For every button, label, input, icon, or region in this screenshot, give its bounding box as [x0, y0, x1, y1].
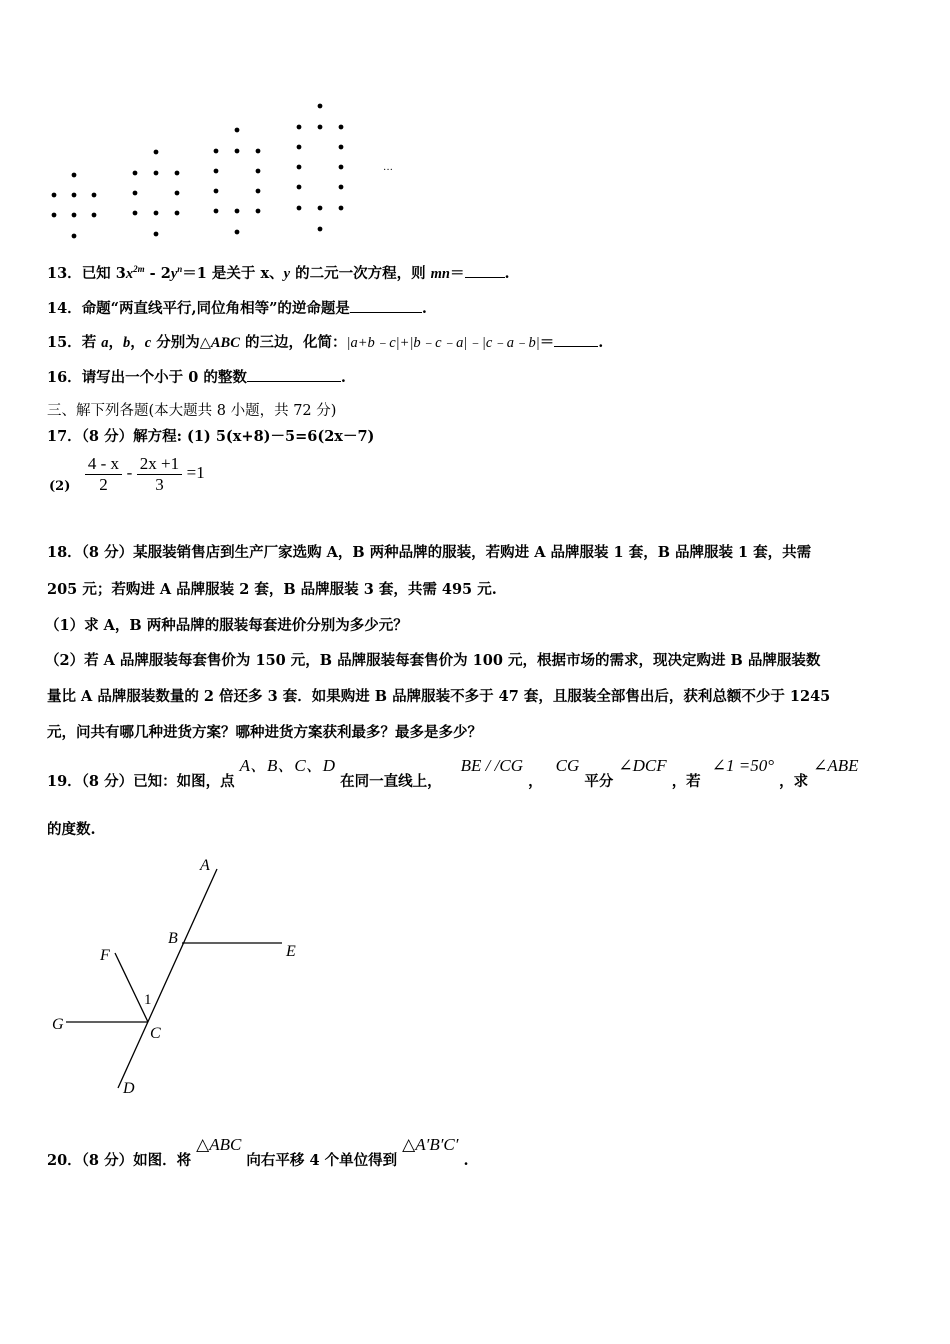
q17-minus: - — [126, 463, 133, 482]
label-e: E — [286, 943, 296, 960]
q13-var-y: y — [170, 266, 178, 282]
q20-triangle-a-prime: △A′B′C′ — [402, 1135, 459, 1154]
q14-number: 14． — [47, 300, 82, 317]
q18-line-2: 205 元；若购进 A 品牌服装 2 套，B 品牌服装 3 套，共需 495 元. — [47, 581, 497, 598]
q15-comma-2: ， — [130, 334, 145, 351]
q20-end: . — [463, 1152, 469, 1169]
q19-figure — [0, 0, 320, 1100]
q18-line-5: 量比 A 品牌服装数量的 2 倍还多 3 套．如果购进 B 品牌服装不多于 47 套，且服装全部售出后，获利总额不少于 1245 — [47, 688, 831, 705]
q13-var-x: x — [125, 266, 134, 282]
q18-line-4: （2）若 A 品牌服装每套售价为 150 元，B 品牌服装每套售价为 100 元，根据市场的需求，现决定购进 B 品牌服装数 — [45, 652, 821, 669]
q19-text-e: ，若 — [671, 773, 701, 790]
q15-equals: ＝ — [539, 334, 555, 351]
q19-text-d: 平分 — [584, 773, 614, 790]
q16-end: . — [340, 369, 346, 386]
q15-expression: |a+b﹣c|+|b﹣c﹣a|﹣|c﹣a﹣b| — [346, 335, 540, 351]
q13-text-b: - 2 — [144, 265, 171, 282]
q14-text: 命题“两直线平行,同位角相等”的逆命题是 — [81, 300, 350, 317]
label-a: A — [200, 857, 210, 874]
q15-triangle-abc: ABC — [210, 335, 240, 351]
q13-exp-2m: 2m — [133, 264, 145, 275]
label-b: B — [168, 930, 178, 947]
q19-text-c: ， — [528, 773, 543, 790]
section-3-title: 三、解下列各题(本大题共 8 小题，共 72 分) — [47, 403, 337, 419]
q17-frac1-denominator: 2 — [85, 474, 122, 495]
q13-end: . — [504, 265, 510, 282]
q19-points-abcd: A、B、C、D — [239, 756, 336, 775]
q18-line-6: 元，问共有哪几种进货方案？哪种进货方案获利最多？最多是多少？ — [47, 724, 482, 741]
label-f: F — [100, 947, 110, 964]
q16-number: 16． — [47, 369, 82, 386]
label-d: D — [123, 1080, 135, 1097]
q15-text-a: 若 — [81, 334, 102, 351]
q15-text-c: 的三边，化简： — [239, 334, 347, 351]
q18-line-3: （1）求 A，B 两种品牌的服装每套进价分别为多少元？ — [45, 617, 408, 634]
q15-var-b: b — [123, 335, 131, 351]
q19-text-f: ，求 — [779, 773, 809, 790]
q15-end: . — [598, 334, 604, 351]
q13-text-d: 的二元一次方程，则 — [290, 265, 431, 282]
label-angle-1: 1 — [144, 992, 152, 1008]
q13-text-c: ＝1 是关于 x、 — [182, 265, 284, 282]
q14-end: . — [421, 300, 427, 317]
label-c: C — [150, 1025, 161, 1042]
q13-text-a: 已知 3 — [81, 265, 126, 282]
q13-number: 13． — [47, 265, 82, 282]
line-ad — [118, 869, 217, 1088]
q13-var-mn: mn — [430, 266, 450, 282]
q19-cg: CG — [555, 756, 580, 775]
q18-line-1: 18．（8 分）某服装销售店到生产厂家选购 A，B 两种品牌的服装，若购进 A 品牌服装 1 套，B 品牌服装 1 套，共需 — [47, 544, 812, 561]
question-17: 17．（8 分）解方程: (1) 5(x+8)－5=6(2x－7) — [47, 428, 375, 445]
q15-comma-1: ， — [108, 334, 123, 351]
q13-exp-n: n — [177, 264, 183, 275]
q20-text-a: 20．（8 分）如图．将 — [47, 1152, 192, 1169]
q15-var-c: c — [144, 335, 152, 351]
q19-angle-1: ∠1 =50° — [711, 756, 775, 775]
q17-frac2-denominator: 3 — [137, 474, 182, 495]
q14-answer-blank[interactable] — [350, 300, 422, 313]
q19-text-b: 在同一直线上， — [340, 773, 442, 790]
dot-pattern-ellipsis: ··· — [383, 165, 393, 176]
q13-answer-blank[interactable] — [465, 265, 505, 278]
q19-be-parallel-cg: BE / /CG — [460, 756, 523, 775]
q20-triangle-abc: △ABC — [196, 1135, 242, 1154]
q13-equals: ＝ — [450, 265, 465, 282]
question-20 — [47, 1135, 469, 1169]
q19-text-a: 19．（8 分）已知：如图，点 — [47, 773, 235, 790]
q15-var-a: a — [101, 335, 109, 351]
q19-angle-dcf: ∠DCF — [618, 756, 667, 775]
ray-cf — [115, 953, 148, 1022]
q19-angle-abe: ∠ABE — [813, 756, 859, 775]
q17-frac1-numerator: 4 - x — [87, 454, 120, 473]
q17-label-2: (2) — [49, 479, 71, 494]
q19-line-2: 的度数. — [47, 821, 96, 838]
q15-number: 15． — [47, 334, 82, 351]
q17-equals-1: =1 — [186, 463, 205, 482]
q17-frac2-numerator: 2x +1 — [139, 454, 180, 473]
q15-text-b: 分别为△ — [151, 334, 211, 351]
label-g: G — [52, 1016, 64, 1033]
q20-text-b: 向右平移 4 个单位得到 — [246, 1152, 398, 1169]
q16-text: 请写出一个小于 0 的整数 — [81, 369, 247, 386]
q15-answer-blank[interactable] — [554, 334, 598, 347]
q13-var-y2: y — [283, 266, 291, 282]
